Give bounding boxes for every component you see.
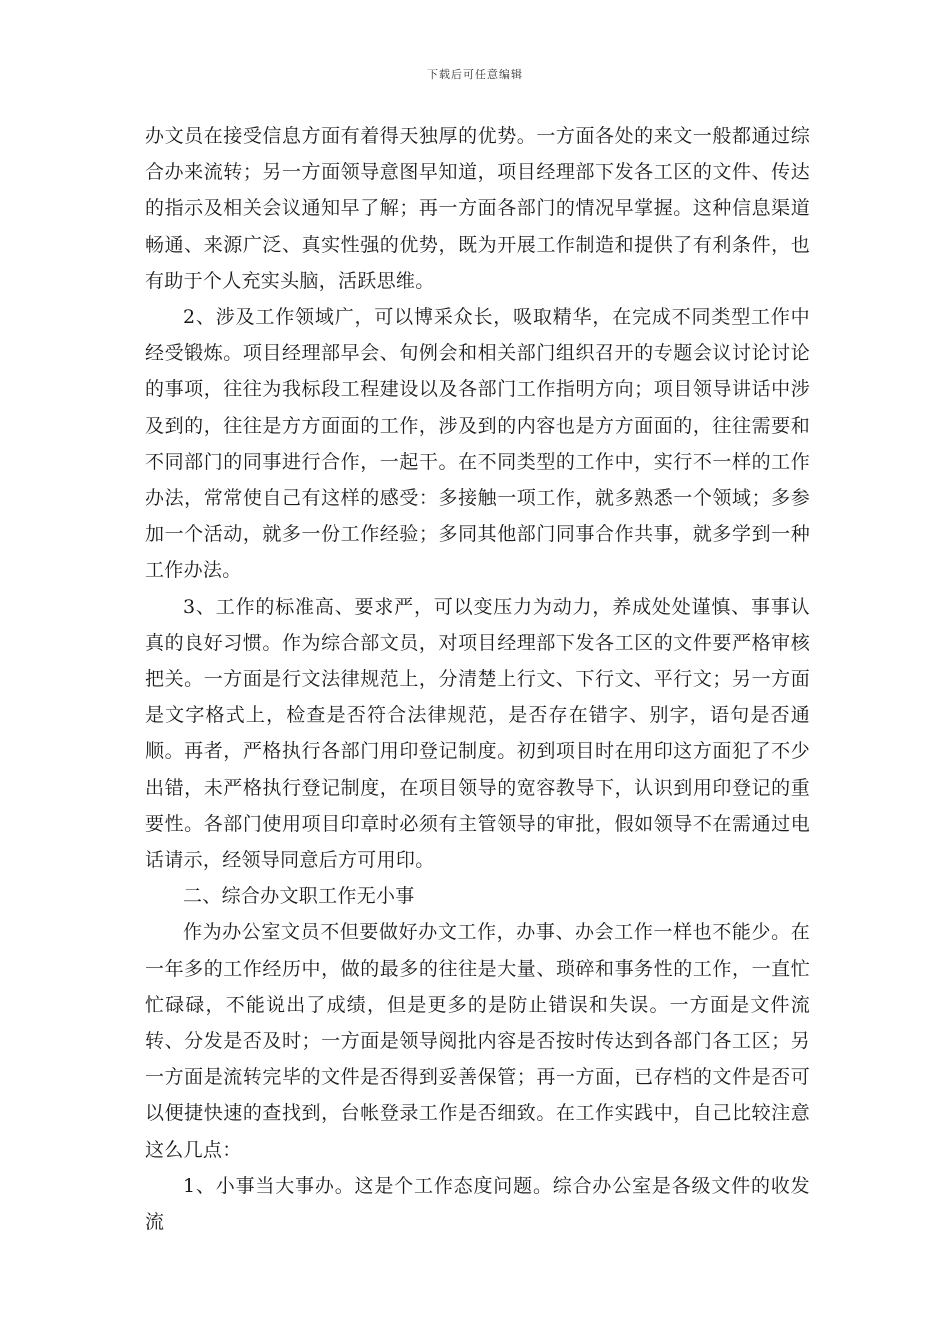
- document-body: [145, 118, 810, 1240]
- paragraph-section-intro: 作为办公室文员不但要做好办文工作，办事、办会工作一样也不能少。在一年多的工作经历中，做的最多的往往是大量、琐碎和事务性的工作，一直忙忙碌碌，不能说出了成绩，但是更多的是防止错误和失误。一方面是文件流转、分发是否及时；一方面是领导阅批内容是否按时传达到各部门各工区；另一方面是流转完毕的文件是否得到妥善保管；再一方面，已存档的文件是否可以便捷快速的查找到，台帐登录工作是否细致。在工作实践中，自己比较注意这么几点：: [145, 921, 810, 1161]
- paragraph-item-1: 1、小事当大事办。这是个工作态度问题。综合办公室是各级文件的收发流: [145, 1174, 810, 1234]
- paragraph-continuation: 办文员在接受信息方面有着得天独厚的优势。一方面各处的来文一般都通过综合办来流转；另一方面领导意图早知道，项目经理部下发各工区的文件、传达的指示及相关会议通知早了解；再一方面各部门的情况早掌握。这种信息渠道畅通、来源广泛、真实性强的优势，既为开展工作制造和提供了有利条件，也有助于个人充实头脑，活跃思维。: [145, 125, 810, 292]
- paragraph-item-2: 2、涉及工作领域广，可以博采众长，吸取精华，在完成不同类型工作中经受锻炼。项目经理部早会、旬例会和相关部门组织召开的专题会议讨论讨论的事项，往往为我标段工程建设以及各部门工作指明方向；项目领导讲话中涉及到的，往往是方方面面的工作，涉及到的内容也是方方面面的，往往需要和不同部门的同事进行合作，一起干。在不同类型的工作中，实行不一样的工作办法，常常使自己有这样的感受：多接触一项工作，就多熟悉一个领域；多参加一个活动，就多一份工作经验；多同其他部门同事合作共事，就多学到一种工作办法。: [145, 306, 810, 582]
- paragraph-item-3: 3、工作的标准高、要求严，可以变压力为动力，养成处处谨慎、事事认真的良好习惯。作为综合部文员，对项目经理部下发各工区的文件要严格审核把关。一方面是行文法律规范上，分清楚上行文、下行文、平行文；另一方面是文字格式上，检查是否符合法律规范，是否存在错字、别字，语句是否通顺。再者，严格执行各部门用印登记制度。初到项目时在用印这方面犯了不少出错，未严格执行登记制度，在项目领导的宽容教导下，认识到用印登记的重要性。各部门使用项目印章时必须有主管领导的审批，假如领导不在需通过电话请示，经领导同意后方可用印。: [145, 595, 810, 872]
- section-heading: 二、综合办文职工作无小事: [183, 885, 415, 908]
- page-header-note: 下载后可任意编辑: [427, 68, 523, 81]
